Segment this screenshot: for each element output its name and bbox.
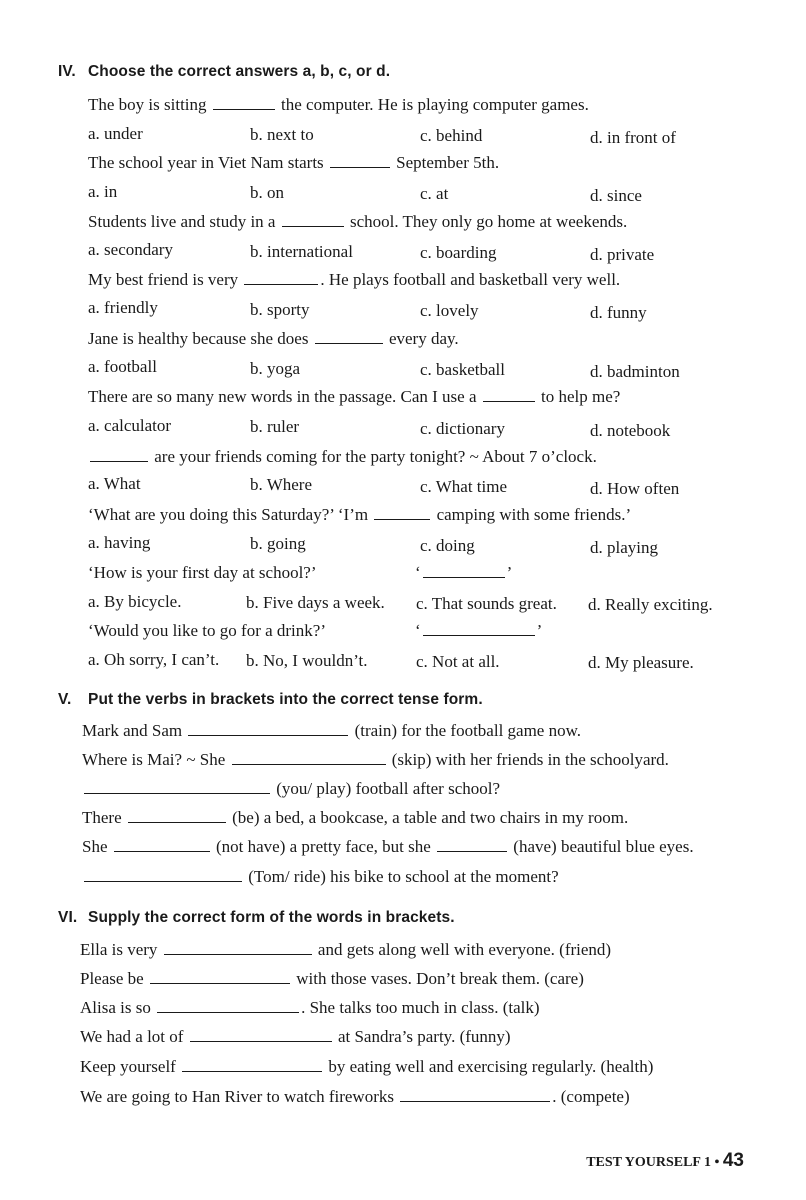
option-c[interactable]: c. boarding (420, 243, 497, 262)
option-c[interactable]: c. doing (420, 536, 475, 555)
answer-blank[interactable] (483, 387, 535, 402)
question-text: There are so many new words in the passage. Can I use a (88, 387, 477, 406)
option-b[interactable]: b. sporty (250, 300, 310, 319)
question-text: (you/ play) football after school? (276, 779, 501, 798)
option-a[interactable]: a. in (88, 182, 118, 201)
page-footer (586, 1150, 744, 1172)
question-text: (Tom/ ride) his bike to school at the moment? (248, 867, 559, 886)
option-b[interactable]: b. on (250, 183, 284, 202)
section-vi-heading (58, 909, 455, 927)
option-a[interactable]: a. Oh sorry, I can’t. (88, 650, 220, 669)
option-a[interactable]: a. football (88, 357, 157, 376)
option-c[interactable]: c. What time (420, 477, 508, 496)
option-c[interactable]: c. basketball (420, 360, 505, 379)
option-b[interactable]: b. Five days a week. (246, 593, 385, 612)
question-text: (not have) a pretty face, but she (216, 837, 431, 856)
answer-blank[interactable] (374, 505, 430, 520)
option-c[interactable]: c. Not at all. (416, 652, 500, 671)
option-b[interactable]: b. ruler (250, 417, 300, 436)
option-a[interactable]: a. What (88, 474, 141, 493)
question-text: to help me? (541, 387, 621, 406)
question-text: and gets along well with everyone. (friend) (317, 940, 612, 959)
option-c[interactable]: c. behind (420, 126, 483, 145)
answer-blank[interactable] (84, 867, 242, 882)
question-text: (skip) with her friends in the schoolyard. (391, 750, 669, 769)
option-d[interactable]: d. How often (590, 479, 680, 498)
answer-blank[interactable] (128, 808, 226, 823)
option-a[interactable]: a. secondary (88, 240, 173, 259)
option-b[interactable]: b. going (250, 534, 306, 553)
question-text: . (compete) (552, 1087, 630, 1106)
question-text: We had a lot of (80, 1027, 184, 1046)
open-quote: ‘ (415, 621, 421, 640)
question-text: every day. (388, 329, 459, 348)
question-text: the computer. He is playing computer games. (281, 95, 589, 114)
answer-blank[interactable] (188, 721, 348, 736)
answer-blank[interactable] (437, 837, 507, 852)
answer-blank[interactable] (330, 153, 390, 168)
answer-blank[interactable] (282, 212, 344, 227)
question-text: by eating well and exercising regularly. (health) (328, 1057, 654, 1076)
question-text: My best friend is very (88, 270, 239, 289)
question-text: (be) a bed, a bookcase, a table and two chairs in my room. (232, 808, 629, 827)
option-b[interactable]: b. international (250, 242, 353, 261)
open-quote: ‘ (415, 563, 421, 582)
option-b[interactable]: b. No, I wouldn’t. (246, 651, 368, 670)
answer-blank[interactable] (164, 940, 312, 955)
option-d[interactable]: d. My pleasure. (588, 653, 694, 672)
question-text: . He plays football and basketball very well. (320, 270, 621, 289)
section-v-heading (58, 691, 483, 709)
section-title: Put the verbs in brackets into the correct tense form. (88, 691, 483, 708)
answer-blank[interactable] (400, 1087, 550, 1102)
answer-blank[interactable] (114, 837, 210, 852)
option-b[interactable]: b. Where (250, 475, 312, 494)
question-text: There (82, 808, 122, 827)
question-text: . She talks too much in class. (talk) (301, 998, 540, 1017)
section-number: VI. (58, 909, 78, 926)
option-a[interactable]: a. calculator (88, 416, 172, 435)
section-iv-heading (58, 63, 390, 81)
option-a[interactable]: a. under (88, 124, 143, 143)
question-text: camping with some friends.’ (436, 505, 632, 524)
answer-blank[interactable] (150, 969, 290, 984)
question-text: ‘Would you like to go for a drink?’ (88, 621, 326, 640)
question-text: Where is Mai? ~ She (82, 750, 226, 769)
close-quote: ’ (506, 563, 513, 582)
option-a[interactable]: a. By bicycle. (88, 592, 182, 611)
page-number: 43 (722, 1150, 744, 1171)
answer-blank[interactable] (213, 95, 275, 110)
option-b[interactable]: b. next to (250, 125, 314, 144)
question-text: Jane is healthy because she does (88, 329, 309, 348)
answer-blank[interactable] (232, 750, 386, 765)
option-c[interactable]: c. lovely (420, 301, 479, 320)
question-text: Alisa is so (80, 998, 151, 1017)
option-d[interactable]: d. since (590, 186, 642, 205)
section-number: IV. (58, 63, 76, 80)
option-d[interactable]: d. private (590, 245, 655, 264)
option-a[interactable]: a. friendly (88, 298, 158, 317)
question-text: ‘What are you doing this Saturday?’ ‘I’m (88, 505, 369, 524)
question-text: Mark and Sam (82, 721, 183, 740)
section-title: Choose the correct answers a, b, c, or d. (88, 63, 391, 80)
answer-blank[interactable] (84, 779, 270, 794)
option-d[interactable]: d. Really exciting. (588, 595, 713, 614)
answer-blank[interactable] (315, 329, 383, 344)
answer-blank[interactable] (423, 563, 505, 578)
question-text: are your friends coming for the party tonight? ~ About 7 o’clock. (154, 447, 597, 466)
answer-blank[interactable] (157, 998, 299, 1013)
close-quote: ’ (536, 621, 543, 640)
option-c[interactable]: c. dictionary (420, 419, 505, 438)
question-text: (have) beautiful blue eyes. (513, 837, 694, 856)
question-text: Ella is very (80, 940, 158, 959)
question-text: The school year in Viet Nam starts (88, 153, 324, 172)
option-d[interactable]: d. badminton (590, 362, 680, 381)
question-text: Students live and study in a (88, 212, 276, 231)
question-text: The boy is sitting (88, 95, 207, 114)
question-text: Keep yourself (80, 1057, 176, 1076)
option-d[interactable]: d. notebook (590, 421, 671, 440)
section-number: V. (58, 691, 72, 708)
question-text: Please be (80, 969, 144, 988)
option-c[interactable]: c. at (420, 184, 449, 203)
answer-blank[interactable] (182, 1057, 322, 1072)
answer-blank[interactable] (244, 270, 318, 285)
question-text: school. They only go home at weekends. (349, 212, 628, 231)
answer-blank[interactable] (90, 447, 148, 462)
question-text: September 5th. (396, 153, 500, 172)
question-text: (train) for the football game now. (354, 721, 582, 740)
section-title: Supply the correct form of the words in brackets. (88, 909, 455, 926)
answer-blank[interactable] (423, 621, 535, 636)
option-a[interactable]: a. having (88, 533, 151, 552)
question-text: ‘How is your first day at school?’ (88, 563, 317, 582)
option-d[interactable]: d. in front of (590, 128, 676, 147)
question-text: We are going to Han River to watch fireworks (80, 1087, 394, 1106)
option-b[interactable]: b. yoga (250, 359, 301, 378)
question-text: with those vases. Don’t break them. (care) (296, 969, 584, 988)
question-text: at Sandra’s party. (funny) (337, 1027, 511, 1046)
footer-label: TEST YOURSELF 1 • (586, 1155, 720, 1170)
option-d[interactable]: d. funny (590, 303, 647, 322)
option-d[interactable]: d. playing (590, 538, 658, 557)
answer-blank[interactable] (190, 1027, 332, 1042)
question-text: She (82, 837, 108, 856)
option-c[interactable]: c. That sounds great. (416, 594, 557, 613)
